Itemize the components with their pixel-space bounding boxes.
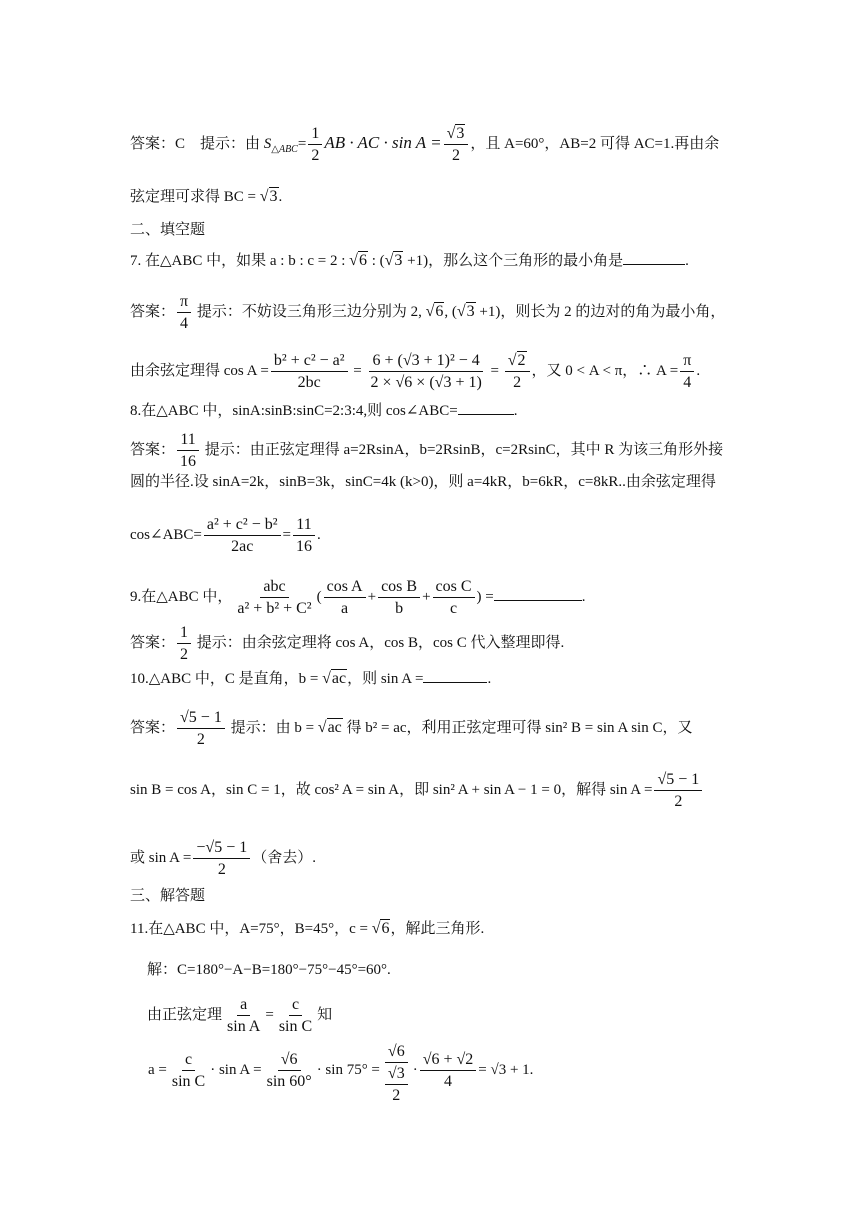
q11-solution-line3 [148, 1043, 730, 1105]
radicand: 6 [435, 302, 444, 320]
q7-hint-b: , ( [444, 303, 457, 320]
frac-num: abc [260, 577, 288, 598]
area-expression: AB · AC · sin A = [324, 132, 442, 152]
q8-line3: 圆的半径.设 sinA=2k，sinB=3k，sinC=4k (k>0)，则 a=4kR，b=6kR，c=8kR..由余弦定理得 [130, 474, 716, 490]
frac-pi-over-4 [177, 292, 191, 333]
frac-den: 2bc [297, 374, 321, 391]
frac-num: √2 [505, 351, 530, 372]
frac-num: π [680, 351, 694, 372]
frac-num: −√5 − 1 [193, 838, 250, 859]
frac-num: 11 [177, 430, 198, 451]
equals: = [265, 1006, 274, 1023]
area-subscript: △ABC [271, 143, 298, 155]
q10-mid: ，则 sin A = [347, 671, 424, 687]
q7-text-b: +1)，那么这个三角形的最小角是 [403, 253, 624, 269]
section3-title: 三、解答题 [130, 888, 206, 904]
radicand: ac [327, 718, 342, 736]
frac-sqrt3-over-2 [444, 124, 469, 165]
frac-num: π [177, 292, 191, 313]
frac-den: 2 [451, 147, 460, 164]
answer-blank [423, 681, 487, 683]
plus: + [367, 588, 377, 605]
q10-answer-line [130, 708, 730, 749]
q10-line2-text: sin B = cos A，sin C = 1，故 cos² A = sin A，即 sin² A + sin A − 1 = 0，解得 sin A = [130, 781, 653, 798]
frac-law-cos [271, 351, 348, 392]
equals: = [282, 526, 291, 543]
frac-den: c [449, 600, 458, 617]
radicand: 3 [466, 302, 475, 320]
sqrt-6: √6 [425, 302, 444, 320]
q10-line3-tail: （舍去）. [252, 849, 316, 866]
q11-mid: · sin A = [210, 1061, 262, 1078]
frac-den [382, 1063, 411, 1105]
answer-label: 答案： [130, 719, 176, 736]
frac-den: sin C [278, 1018, 313, 1035]
frac-one-half [308, 124, 322, 165]
area-symbol: S [263, 135, 272, 152]
frac-num: √3 [385, 1064, 408, 1085]
answer-blank [458, 413, 514, 415]
q8-hint: 提示：由正弦定理得 a=2RsinA，b=2RsinB，c=2RsinC，其中 R 为该三角形外接 [204, 441, 724, 458]
frac-den: 16 [180, 453, 197, 470]
frac-num: c [289, 995, 302, 1016]
q11-a-lead: a = [148, 1061, 167, 1078]
q9-hint: 提示：由余弦定理将 cos A，cos B，cos C 代入整理即得. [196, 634, 565, 651]
frac-cos-abc [204, 515, 281, 556]
period: . [278, 189, 283, 205]
section2-title: 二、填空题 [130, 222, 206, 238]
q11-result: = √3 + 1. [478, 1061, 534, 1078]
frac-den: 2 [217, 861, 226, 878]
q8-cos-line [130, 515, 730, 556]
frac-num: √5 − 1 [654, 770, 702, 791]
q9-question [130, 577, 730, 618]
frac-c-sinC [169, 1050, 208, 1091]
q7-hint-a: 提示：不妨设三角形三边分别为 2, [196, 303, 426, 320]
q7-text-a: : ( [367, 253, 385, 269]
period: . [316, 526, 321, 543]
frac-c-sinC [276, 995, 315, 1036]
q9-answer-line [130, 623, 730, 664]
radicand: 3 [394, 252, 403, 269]
dot-operator: · [412, 1061, 418, 1078]
frac-num: 6 + (√3 + 1)² − 4 [369, 351, 482, 372]
q8-question [130, 400, 730, 422]
frac-den: 4 [180, 315, 189, 332]
frac-den: 2 [196, 731, 205, 748]
frac-cosC-c [433, 577, 475, 618]
q6-answer-lead: 答案：C 提示：由 [130, 135, 264, 152]
q6-answer-line: 答案：C 提示：由 $S_{\triangle ABC}=$ $\frac{1}{2}$ AB · AC · sin A = $\frac{√3}{2}$ ，且 A=60°，AB=2 可得 AC=1.再由余 [130, 125, 720, 164]
q11-solution-line1: 解：C=180°−A−B=180°−75°−45°=60°. [147, 962, 391, 978]
paren-open: ( [316, 588, 322, 605]
frac-den: 2 [392, 1087, 401, 1104]
frac-sqrt6-sin60 [264, 1050, 315, 1091]
q11-tail: ，解此三角形. [390, 921, 485, 937]
frac-num: cos B [378, 577, 420, 598]
frac-den: 2 × √6 × (√3 + 1) [370, 374, 482, 391]
sqrt-ac: √ac [317, 718, 342, 736]
frac-law-values [368, 351, 485, 392]
q10-line3-lead: 或 sin A = [130, 849, 192, 866]
frac-abc [234, 577, 314, 618]
frac-num: c [182, 1050, 195, 1071]
frac-num: 11 [293, 515, 314, 536]
q7-law-lead: 由余弦定理得 cos A = [130, 362, 269, 379]
radicand: ac [331, 670, 347, 687]
q7-law-line: 由余弦定理得 cos A = $\frac{\text{b² + c² − a²}}{2bc}$ = $\frac{\text{6 + (√3 + 1)² − 4}}{2 \times √6 \times (√3 + 1)}$ = $\frac{√2}{2}$ ，又 0 < A < π，∴ A = $\frac{\pi}{4}$ . [130, 352, 701, 391]
answer-blank [623, 263, 685, 265]
radicand: 2 [517, 352, 526, 369]
frac-den: 2 [180, 646, 189, 663]
q9-lead: 9.在△ABC 中， [130, 588, 233, 605]
q11-sol2-tail: 知 [317, 1006, 333, 1023]
frac-num: √6 [385, 1042, 408, 1063]
frac-cosB-b [378, 577, 420, 618]
frac-num: cos A [324, 577, 366, 598]
q10-lead: 10.△ABC 中，C 是直角，b = [130, 671, 323, 687]
sqrt-3: √3 [259, 188, 278, 205]
q11-mid2: · sin 75° = [316, 1061, 380, 1078]
q10-line3 [130, 838, 730, 879]
frac-num: a [237, 995, 250, 1016]
frac-a-sinA [224, 995, 263, 1036]
frac-num: √6 [278, 1050, 301, 1071]
frac-den: 2ac [231, 538, 254, 555]
answer-label: 答案： [130, 441, 176, 458]
q10-question [130, 668, 730, 690]
frac-den: 2 [311, 147, 320, 164]
paren-close: ) = [476, 588, 494, 605]
sqrt-3: √3 [384, 252, 403, 269]
frac-den: 4 [443, 1073, 452, 1090]
frac-den: a [341, 600, 349, 617]
period: . [685, 253, 689, 269]
q11-question [130, 918, 730, 940]
frac-den: 16 [295, 538, 312, 555]
answer-label: 答案： [130, 634, 176, 651]
frac-sqrt6-over-sqrt3-half [382, 1042, 411, 1105]
period: . [696, 362, 701, 379]
period: . [513, 403, 518, 419]
frac-num: 1 [177, 623, 191, 644]
frac-sqrt5-minus-1 [654, 770, 702, 811]
sqrt-6: √6 [349, 252, 367, 269]
period: . [487, 671, 492, 687]
radicand: 3 [456, 125, 465, 142]
radicand: 6 [381, 920, 390, 937]
frac-11-16 [293, 515, 315, 556]
q6-line2-text: 弦定理可求得 BC = [130, 189, 260, 205]
radicand: 6 [358, 252, 367, 269]
q10-line2 [130, 770, 730, 811]
frac-den: 2 [674, 793, 683, 810]
frac-num: √5 − 1 [177, 708, 225, 729]
frac-num: 1 [308, 124, 322, 145]
frac-den: 2 [513, 374, 522, 391]
frac-sqrt5-minus-1 [177, 708, 225, 749]
q10-hint-b: 得 b² = ac，利用正弦定理可得 sin² B = sin A sin C，又 [342, 719, 693, 736]
frac-den: sin 60° [266, 1073, 312, 1090]
frac-den: b [395, 600, 404, 617]
q10-hint-a: 提示：由 b = [230, 719, 318, 736]
q6-answer-line2 [130, 186, 730, 208]
frac-sqrt2-over-2 [505, 351, 530, 392]
frac-num: cos C [433, 577, 475, 598]
frac-num: √6 + √2 [420, 1050, 477, 1071]
radicand: 3 [269, 188, 278, 205]
sqrt-3: √3 [456, 302, 475, 320]
q7-text: 7. 在△ABC 中，如果 a : b : c = 2 : [130, 253, 350, 269]
q11-solution-line2 [147, 995, 730, 1036]
frac-den: sin C [171, 1073, 206, 1090]
frac-one-half [177, 623, 191, 664]
q7-answer-line [130, 292, 730, 333]
answer-label: 答案： [130, 303, 176, 320]
frac-num: b² + c² − a² [271, 351, 348, 372]
frac-num: a² + c² − b² [204, 515, 281, 536]
frac-sqrt6-plus-sqrt2-over-4 [420, 1050, 477, 1091]
q7-question [130, 250, 730, 272]
answer-blank [494, 599, 582, 601]
frac-den: 4 [683, 374, 692, 391]
frac-11-16 [177, 430, 199, 471]
period: . [581, 588, 586, 605]
plus: + [422, 588, 431, 605]
q11-text: 11.在△ABC 中，A=75°，B=45°，c = [130, 921, 372, 937]
frac-den: sin A [227, 1018, 261, 1035]
q6-answer-tail: ，且 A=60°，AB=2 可得 AC=1.再由余 [470, 135, 720, 152]
frac-den: a² + b² + C² [237, 600, 312, 617]
q7-law-tail: ，又 0 < A < π，∴ A = [531, 362, 679, 379]
frac-neg-sqrt5-minus-1 [193, 838, 250, 879]
q7-hint-c: +1)，则长为 2 的边对的角为最小角， [475, 303, 726, 320]
frac-cosA-a [324, 577, 366, 618]
sqrt-6: √6 [371, 920, 390, 937]
q8-text: 8.在△ABC 中，sinA:sinB:sinC=2:3:4,则 cos∠ABC= [130, 403, 458, 419]
q8-cos-lead: cos∠ABC= [130, 526, 202, 543]
frac-num: √3 [444, 124, 469, 145]
sqrt-ac: √ac [322, 670, 347, 687]
q8-answer-line [130, 430, 730, 471]
frac-pi-over-4 [680, 351, 694, 392]
q11-sol2-lead: 由正弦定理 [147, 1006, 223, 1023]
frac-sqrt3-over-2 [385, 1064, 408, 1105]
